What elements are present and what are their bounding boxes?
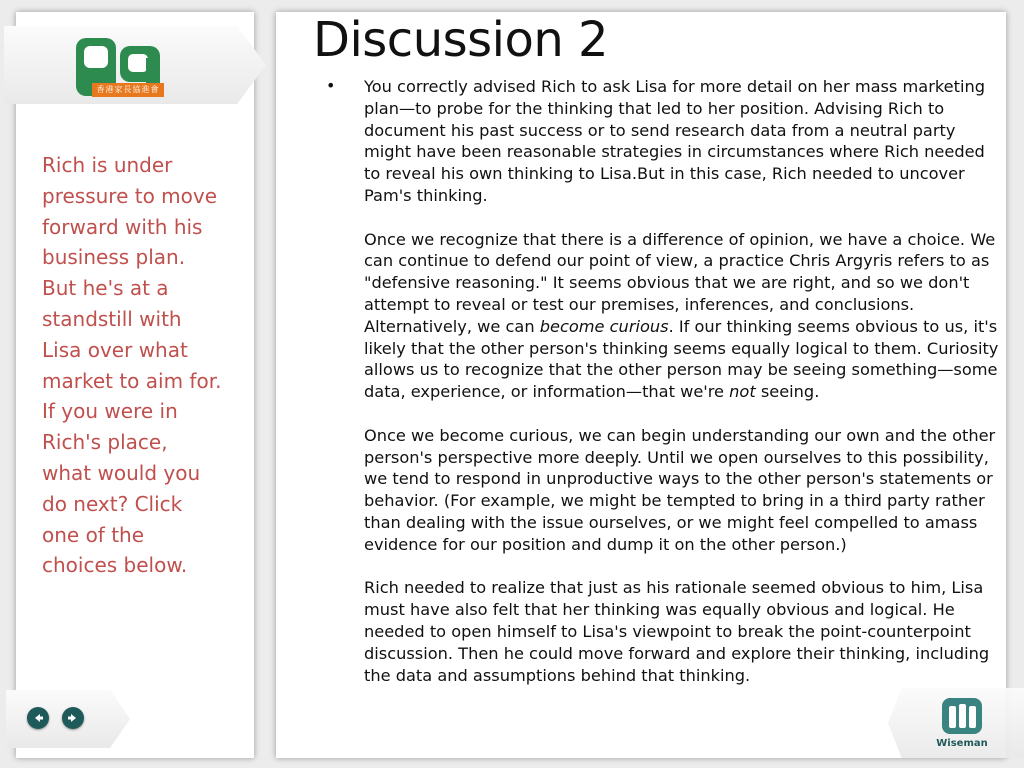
emphasis-text: not — [729, 382, 756, 402]
body-paragraph — [364, 425, 1004, 556]
slide-title: Discussion 2 — [313, 12, 609, 68]
body-text-segment: You correctly advised Rich to ask Lisa for more detail on her mass marketing plan—to probe for the thinking that led to her position. Advising Rich to document his past success or to send research data from a neutral party might have been reasonable strategies in circumstances where Rich needed to reveal his own thinking to Lisa.But in this case, Rich needed to uncover Pam's thinking. — [364, 77, 985, 205]
arrow-left-circle-icon — [31, 711, 45, 725]
logo-seal-text: 香港家長協進會 — [92, 83, 164, 97]
back-button[interactable] — [27, 707, 49, 729]
arrow-right-circle-icon — [66, 711, 80, 725]
body-text-segment: . If our thinking seems obvious to us, it's likely that the other person's thinking seems equally logical to them. Curiosity allows us to recognize that the other person may be seeing something—some data, experience, or information—that we're — [364, 316, 999, 402]
discussion-body — [364, 76, 1004, 686]
body-paragraph — [364, 76, 1004, 207]
forward-button[interactable] — [62, 707, 84, 729]
body-paragraph — [364, 577, 1004, 686]
body-text-segment: Rich needed to realize that just as his rationale seemed obvious to him, Lisa must have also felt that her thinking was equally obvious and logical. He needed to open himself to Lisa's viewpoint to break the point-counterpoint discussion. Then he could move forward and explore their thinking, including the data and assumptions behind that thinking. — [364, 578, 990, 685]
wiseman-label: Wiseman — [936, 738, 988, 749]
scenario-prompt: Rich is under pressure to move forward with his business plan. But he's at a standstill with Lisa over what market to aim for. If you were in Rich's place, what would you do next? Click one of the choices below. — [42, 153, 222, 578]
body-paragraph — [364, 229, 1004, 403]
body-text-segment: seeing. — [755, 382, 820, 402]
emphasis-text: become curious — [539, 316, 669, 336]
bullet-marker: • — [326, 76, 336, 95]
body-text-segment: Once we become curious, we can begin understanding our own and the other person's perspective more deeply. Until we open ourselves to this possibility, we tend to respond in unproductive ways to the other person's statements or behavior. (For example, we might be tempted to bring in a third party rather than dealing with the issue ourselves, or we might feel compelled to amass evidence for our position and dump it on the other person.) — [364, 425, 996, 554]
body-text-segment: Once we recognize that there is a difference of opinion, we have a choice. We can continue to defend our point of view, a practice Chris Argyris refers to as "defensive reasoning." It seems obvious that we are right, and so we don't attempt to reveal or test our premises, inferences, and conclusions. Alternatively, we can — [364, 229, 996, 336]
